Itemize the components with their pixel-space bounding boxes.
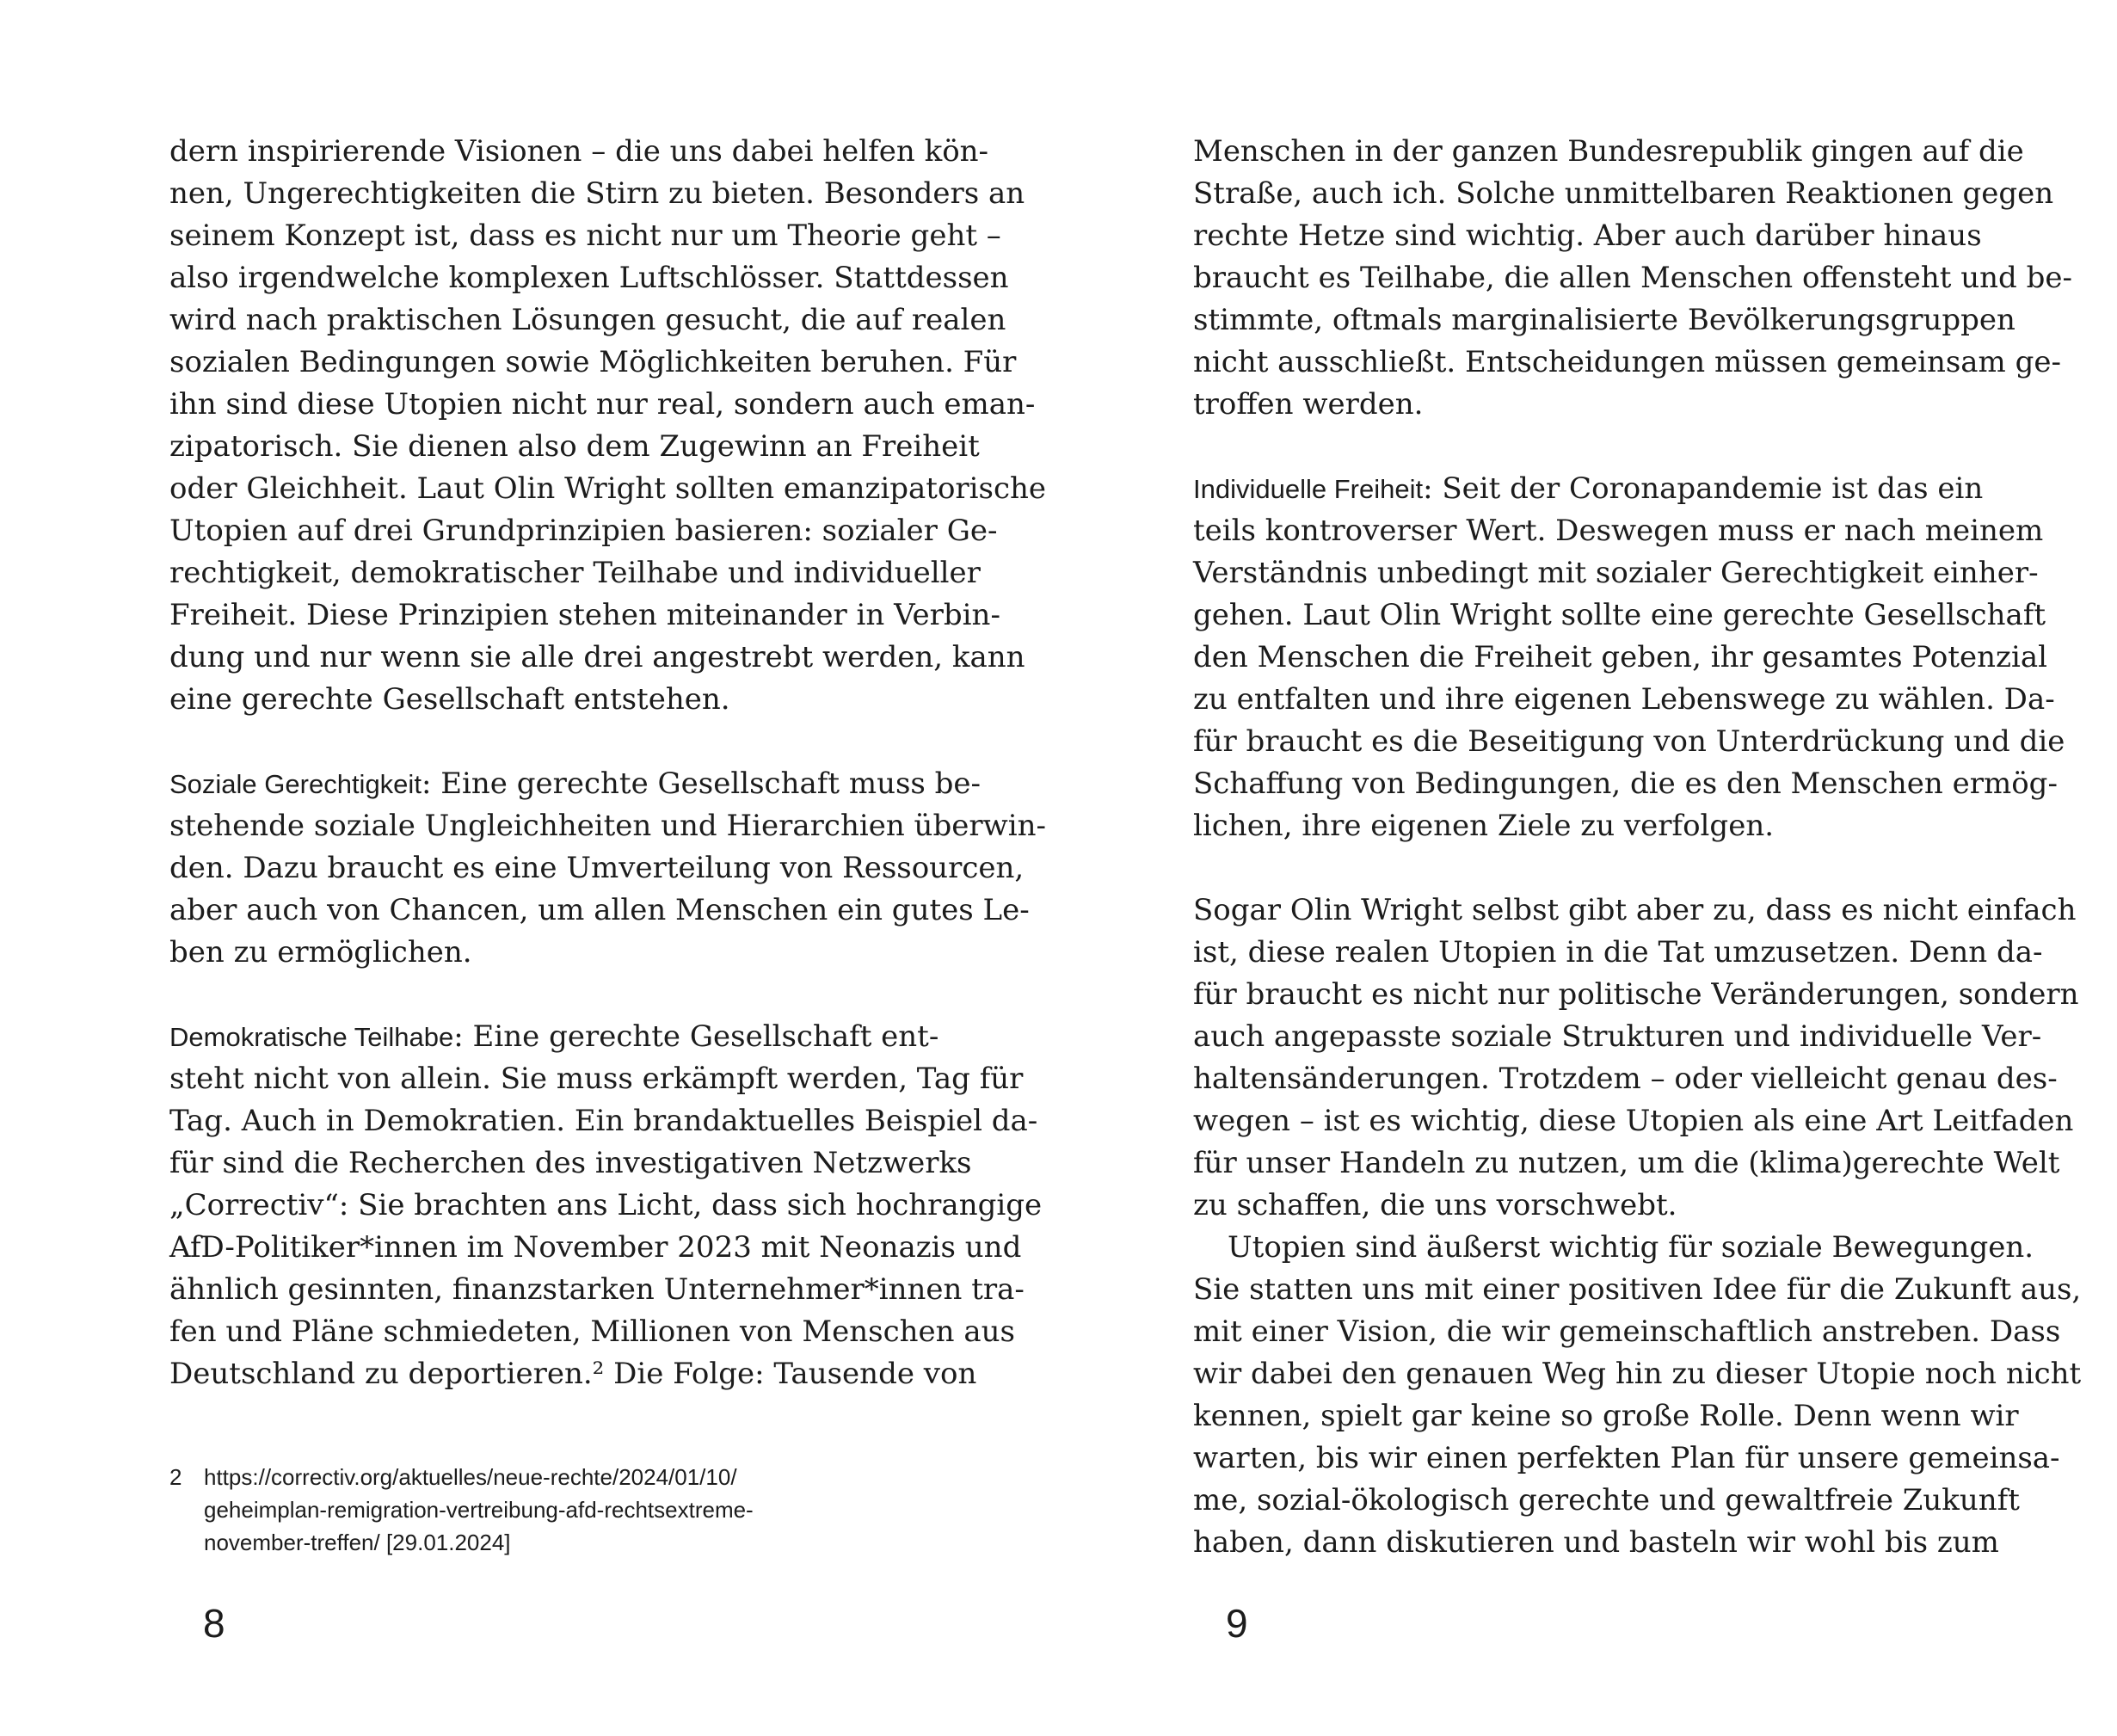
text-line: für braucht es die Beseitigung von Unterdrückung und die — [1193, 724, 2065, 759]
text-line: dern inspirierende Visionen – die uns dabei helfen kön- — [169, 134, 989, 169]
text-line: den Menschen die Freiheit geben, ihr gesamtes Potenzial — [1193, 640, 2047, 674]
text-line: AfD-Politiker*innen im November 2023 mit Neonazis und — [169, 1230, 1022, 1265]
text-line: Straße, auch ich. Solche unmittelbaren Reaktionen gegen — [1193, 176, 2054, 211]
text-line: steht nicht von allein. Sie muss erkämpft werden, Tag für — [169, 1062, 1024, 1096]
text-line: oder Gleichheit. Laut Olin Wright sollten emanzipatorische — [169, 471, 1047, 506]
text-run: : Eine gerechte Gesellschaft ent- — [453, 1019, 939, 1054]
text-line: ist, diese realen Utopien in die Tat umzusetzen. Denn da- — [1193, 935, 2043, 970]
section-heading: Soziale Gerechtigkeit — [169, 769, 422, 799]
text-line: rechtigkeit, demokratischer Teilhabe und individueller — [169, 556, 981, 590]
text-line: ähnlich gesinnten, finanzstarken Unternehmer*innen tra- — [169, 1272, 1025, 1307]
text-line: sozialen Bedingungen sowie Möglichkeiten beruhen. Für — [169, 345, 1017, 379]
text-line: teils kontroverser Wert. Deswegen muss er nach meinem — [1193, 514, 2044, 548]
text-line: für unser Handeln zu nutzen, um die (klima)gerechte Welt — [1193, 1146, 2060, 1180]
text-line: wird nach praktischen Lösungen gesucht, die auf realen — [169, 303, 1006, 337]
text-line: Schaffung von Bedingungen, die es den Menschen ermög- — [1193, 766, 2058, 801]
footnote-number: 2 — [169, 1464, 182, 1490]
section-heading: Demokratische Teilhabe — [169, 1022, 454, 1052]
footnote-link[interactable]: geheimplan-remigration-vertreibung-afd-rechtsextreme- — [204, 1497, 754, 1523]
right-page — [1058, 0, 2116, 1736]
text-line: kennen, spielt gar keine so große Rolle. Denn wenn wir — [1193, 1399, 2019, 1433]
text-line: lichen, ihre eigenen Ziele zu verfolgen. — [1193, 809, 1775, 843]
text-line: me, sozial-ökologisch gerechte und gewaltfreie Zukunft — [1193, 1483, 2020, 1517]
text-line: Menschen in der ganzen Bundesrepublik gingen auf die — [1193, 134, 2024, 169]
text-line: Verständnis unbedingt mit sozialer Gerechtigkeit einher- — [1193, 556, 2039, 590]
text-line: Utopien auf drei Grundprinzipien basieren: sozialer Ge- — [169, 514, 998, 548]
footnote-link[interactable]: https://correctiv.org/aktuelles/neue-rechte/2024/01/10/ — [204, 1464, 737, 1490]
text-line: zu schaffen, die uns vorschwebt. — [1193, 1188, 1677, 1222]
section-heading: Individuelle Freiheit — [1193, 474, 1424, 504]
text-line: troffen werden. — [1193, 387, 1424, 422]
text-line: den. Dazu braucht es eine Umverteilung von Ressourcen, — [169, 851, 1025, 885]
text-line: Freiheit. Diese Prinzipien stehen miteinander in Verbin- — [169, 598, 1000, 632]
page-number: 9 — [1226, 1601, 1248, 1646]
page-number: 8 — [203, 1601, 225, 1646]
text-line: stehende soziale Ungleichheiten und Hierarchien überwin- — [169, 809, 1046, 843]
text-line: Sie statten uns mit einer positiven Idee für die Zukunft aus, — [1193, 1272, 2082, 1307]
text-line: zu entfalten und ihre eigenen Lebenswege zu wählen. Da- — [1193, 682, 2055, 717]
text-line: also irgendwelche komplexen Luftschlösser. Stattdessen — [169, 261, 1009, 295]
left-page — [0, 0, 1058, 1736]
text-line: warten, bis wir einen perfekten Plan für unsere gemeinsa- — [1193, 1441, 2060, 1475]
text-line: wegen – ist es wichtig, diese Utopien als eine Art Leitfaden — [1193, 1104, 2074, 1138]
text-line: aber auch von Chancen, um allen Menschen ein gutes Le- — [169, 893, 1030, 927]
text-line: haben, dann diskutieren und basteln wir wohl bis zum — [1193, 1525, 1999, 1560]
footnote — [169, 1462, 944, 1565]
section-individual-freedom — [1193, 468, 1984, 510]
section-democratic-participation — [169, 1016, 939, 1058]
text-line: rechte Hetze sind wichtig. Aber auch darüber hinaus — [1193, 219, 1982, 253]
text-line: mit einer Vision, die wir gemeinschaftlich anstreben. Dass — [1193, 1314, 2061, 1349]
footnote-text: november-treffen/ [29.01.2024] — [204, 1530, 511, 1555]
text-line: zipatorisch. Sie dienen also dem Zugewinn an Freiheit — [169, 429, 980, 464]
text-line: Deutschland zu deportieren.² Die Folge: Tausende von — [169, 1357, 977, 1391]
text-line: nen, Ungerechtigkeiten die Stirn zu bieten. Besonders an — [169, 176, 1025, 211]
text-line: eine gerechte Gesellschaft entstehen. — [169, 682, 730, 717]
text-line: haltensänderungen. Trotzdem – oder vielleicht genau des- — [1193, 1062, 2058, 1096]
section-social-justice — [169, 763, 982, 805]
text-line: dung und nur wenn sie alle drei angestrebt werden, kann — [169, 640, 1025, 674]
text-line: ihn sind diese Utopien nicht nur real, sondern auch eman- — [169, 387, 1036, 422]
text-line: „Correctiv“: Sie brachten ans Licht, dass sich hochrangige — [169, 1188, 1043, 1222]
text-line: wir dabei den genauen Weg hin zu dieser Utopie noch nicht — [1193, 1357, 2082, 1391]
text-run: : Seit der Coronapandemie ist das ein — [1423, 471, 1984, 506]
text-line: stimmte, oftmals marginalisierte Bevölkerungsgruppen — [1193, 303, 2015, 337]
text-line: seinem Konzept ist, dass es nicht nur um Theorie geht – — [169, 219, 1001, 253]
text-line: Tag. Auch in Demokratien. Ein brandaktuelles Beispiel da- — [169, 1104, 1038, 1138]
text-line: für braucht es nicht nur politische Veränderungen, sondern — [1193, 977, 2079, 1012]
text-line: gehen. Laut Olin Wright sollte eine gerechte Gesellschaft — [1193, 598, 2046, 632]
text-line: auch angepasste soziale Strukturen und individuelle Ver- — [1193, 1019, 2042, 1054]
text-line: ben zu ermöglichen. — [169, 935, 472, 970]
text-line: braucht es Teilhabe, die allen Menschen offensteht und be- — [1193, 261, 2072, 295]
text-line: für sind die Recherchen des investigativen Netzwerks — [169, 1146, 972, 1180]
text-line: fen und Pläne schmiedeten, Millionen von Menschen aus — [169, 1314, 1015, 1349]
text-line: Utopien sind äußerst wichtig für soziale Bewegungen. — [1228, 1230, 2034, 1265]
text-line: nicht ausschließt. Entscheidungen müssen gemeinsam ge- — [1193, 345, 2061, 379]
text-line: Sogar Olin Wright selbst gibt aber zu, dass es nicht einfach — [1193, 893, 2077, 927]
text-run: : Eine gerechte Gesellschaft muss be- — [421, 766, 982, 801]
